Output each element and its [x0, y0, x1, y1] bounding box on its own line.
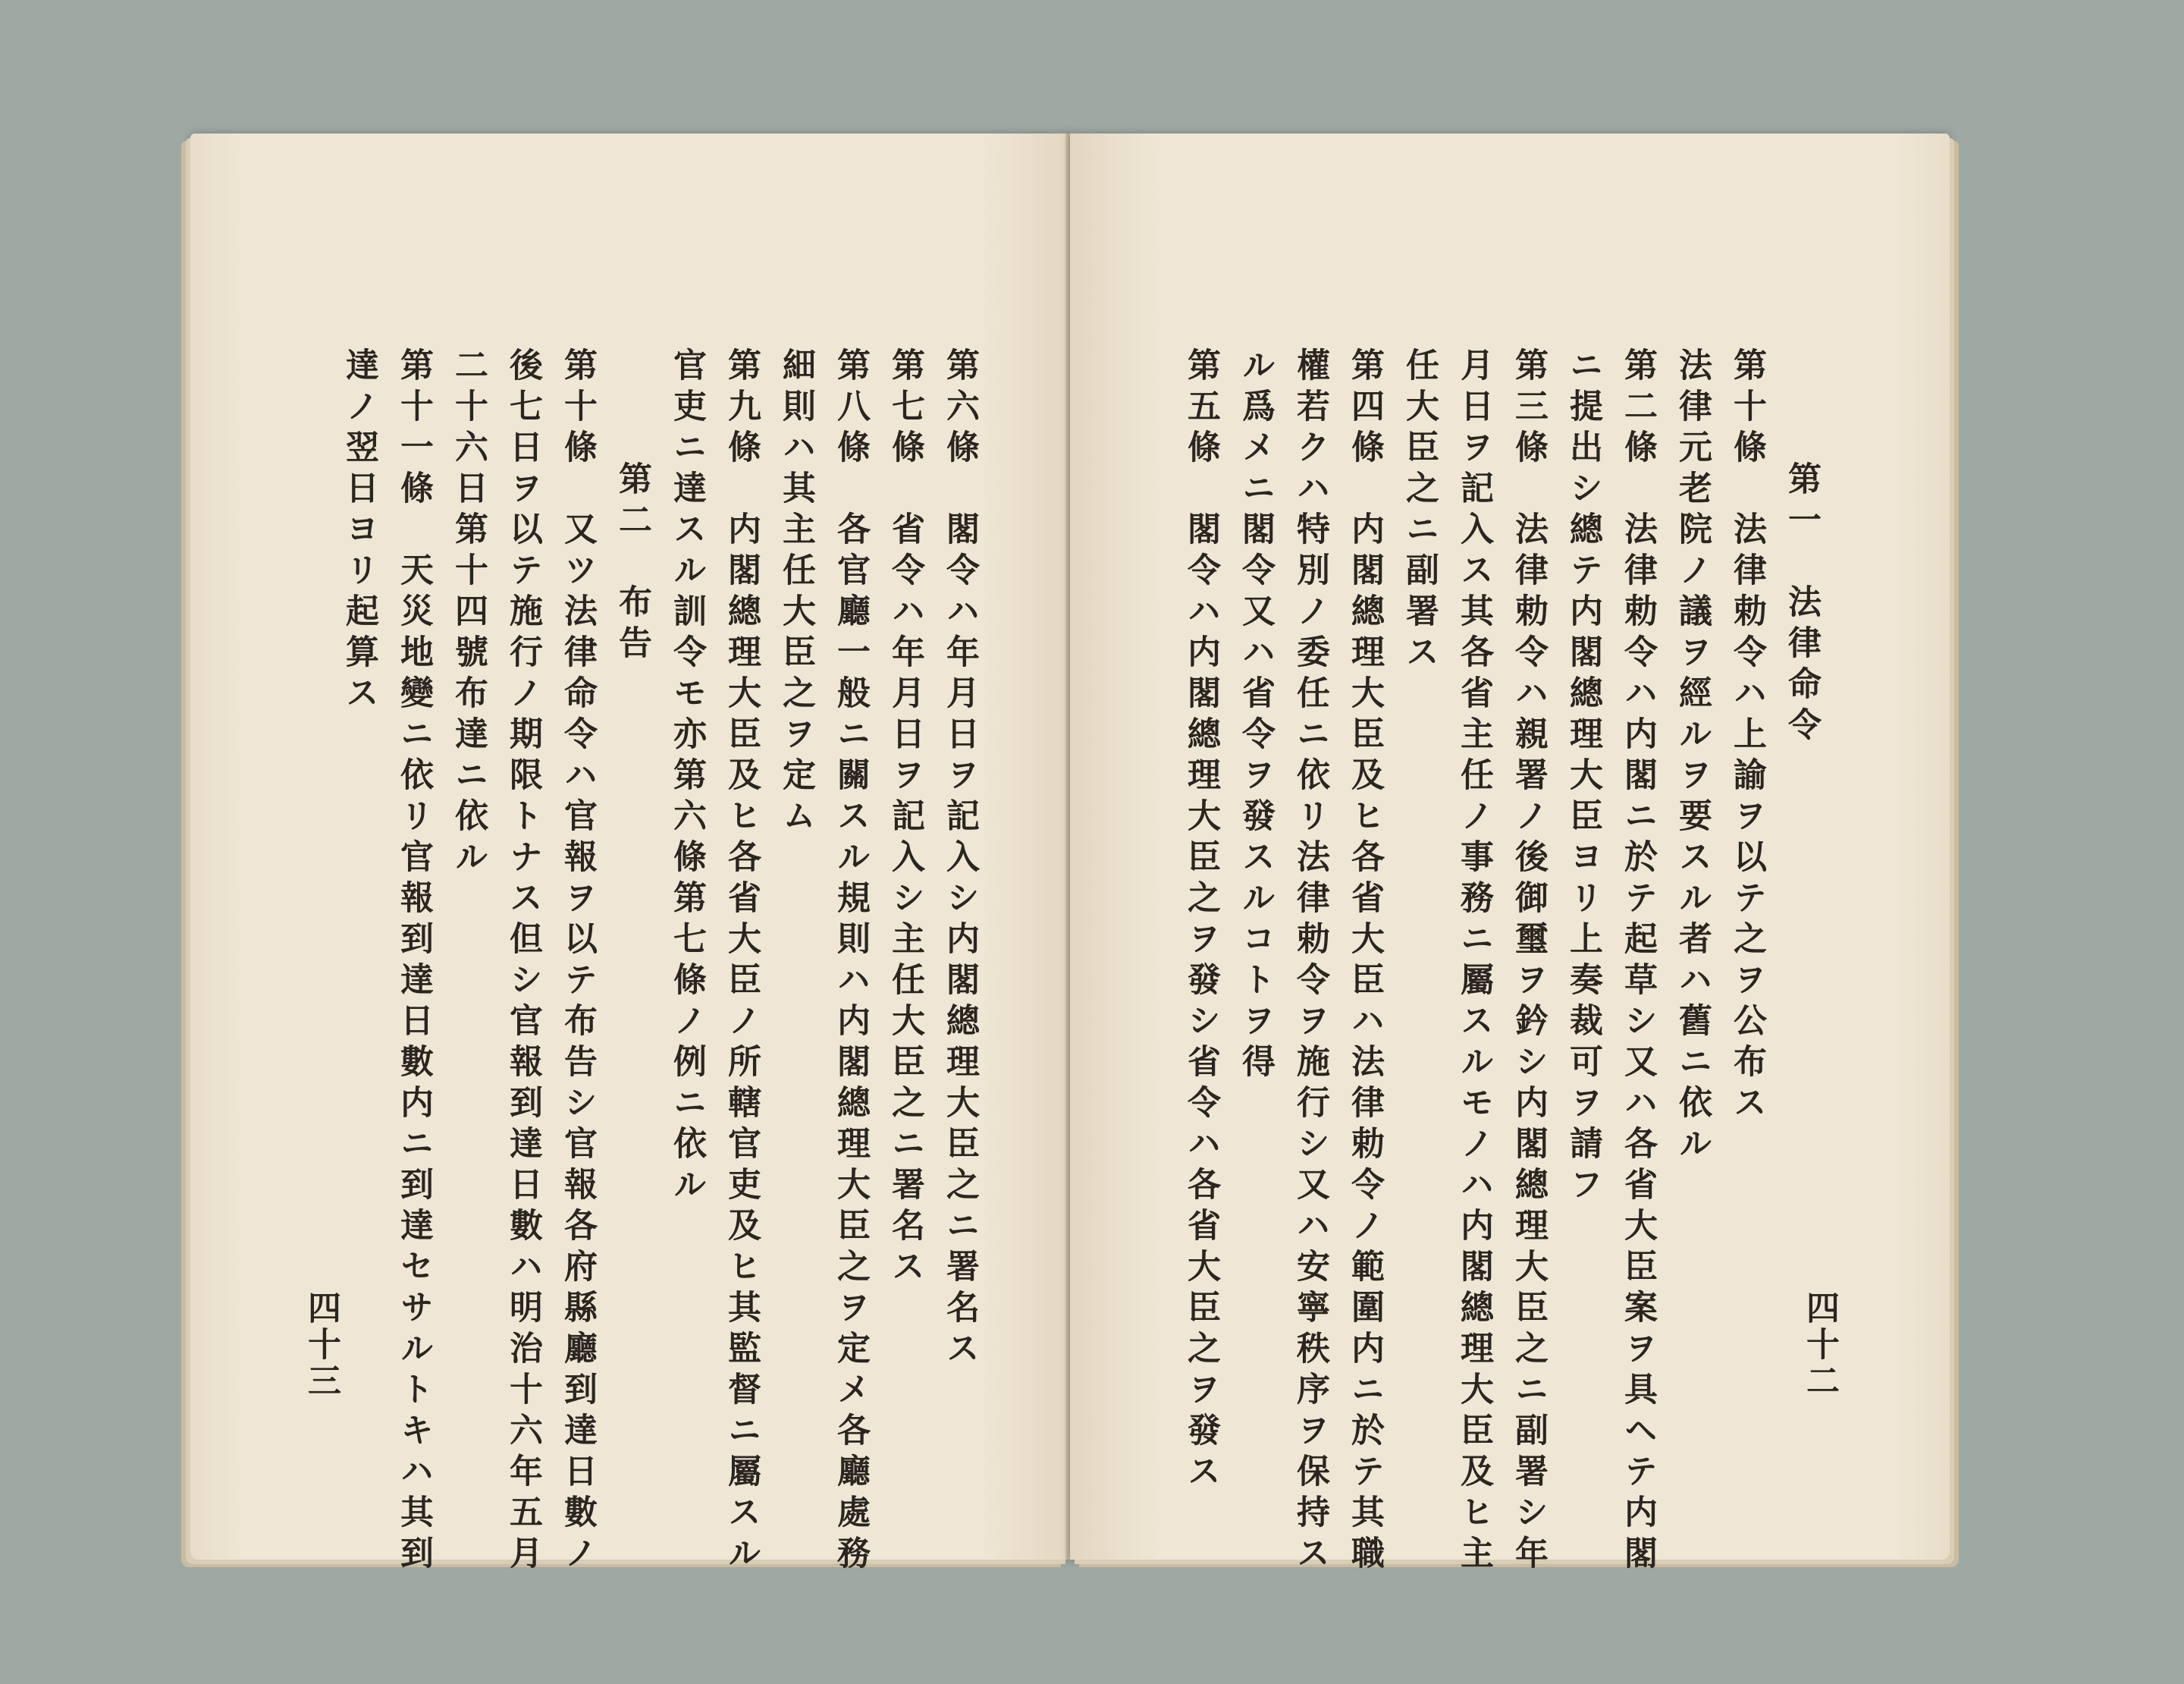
text-column: ル爲メニ閣令又ハ省令ヲ發スルコトヲ得: [1236, 347, 1275, 1085]
text-column: 達ノ翌日ヨリ起算ス: [340, 347, 378, 716]
right-page: [1070, 134, 1950, 1576]
section-heading: 第二 布告: [613, 461, 651, 666]
text-column: 第四條 内閣總理大臣及ヒ各省大臣ハ法律勅令ノ範圍内ニ於テ其職: [1345, 347, 1384, 1576]
text-column: 第五條 閣令ハ内閣總理大臣之ヲ發シ省令ハ各省大臣之ヲ發ス: [1181, 347, 1220, 1494]
text-column: 第六條 閣令ハ年月日ヲ記入シ内閣總理大臣之ニ署名ス: [940, 347, 979, 1371]
left-page: [190, 134, 1070, 1576]
text-column: 第十一條 天災地變ニ依リ官報到達日數内ニ到達セサルトキハ其到: [394, 347, 433, 1576]
text-column: 第二條 法律勅令ハ内閣ニ於テ起草シ又ハ各省大臣案ヲ具ヘテ内閣: [1618, 347, 1657, 1576]
text-column: 二十六日第十四號布達ニ依ル: [449, 347, 488, 880]
page-number: 四十三: [302, 1290, 340, 1400]
text-column: 第七條 省令ハ年月日ヲ記入シ主任大臣之ニ署名ス: [886, 347, 924, 1290]
text-column: 第三條 法律勅令ハ親署ノ後御璽ヲ鈐シ内閣總理大臣之ニ副署シ年: [1509, 347, 1548, 1576]
text-column: 月日ヲ記入ス其各省主任ノ事務ニ屬スルモノハ内閣總理大臣及ヒ主: [1454, 347, 1493, 1576]
text-column: 第八條 各官廳一般ニ關スル規則ハ内閣總理大臣之ヲ定メ各廳處務: [831, 347, 870, 1576]
text-column: 任大臣之ニ副署ス: [1400, 347, 1439, 675]
open-book: [171, 129, 1968, 1576]
left-page-text: [325, 347, 981, 1576]
text-column: 第十條 又ツ法律命令ハ官報ヲ以テ布告シ官報各府縣廳到達日數ノ: [558, 347, 597, 1576]
text-column: 法律元老院ノ議ヲ經ルヲ要スル者ハ舊ニ依ル: [1673, 347, 1712, 1167]
right-page-text: [1167, 347, 1822, 1576]
text-column: 後七日ヲ以テ施行ノ期限トナス但シ官報到達日數ハ明治十六年五月: [504, 347, 542, 1576]
section-heading: 第一 法律命令: [1782, 461, 1821, 748]
text-column: 官吏ニ達スル訓令モ亦第六條第七條ノ例ニ依ル: [667, 347, 706, 1208]
text-column: 第十條 法律勅令ハ上諭ヲ以テ之ヲ公布ス: [1727, 347, 1766, 1126]
page-number: 四十二: [1800, 1290, 1839, 1400]
text-column: 第九條 内閣總理大臣及ヒ各省大臣ノ所轄官吏及ヒ其監督ニ屬スル: [722, 347, 761, 1576]
text-column: 權若クハ特別ノ委任ニ依リ法律勅令ヲ施行シ又ハ安寧秩序ヲ保持ス: [1291, 347, 1329, 1576]
text-column: 細則ハ其主任大臣之ヲ定ム: [777, 347, 815, 839]
text-column: ニ提出シ總テ内閣總理大臣ヨリ上奏裁可ヲ請フ: [1564, 347, 1602, 1208]
